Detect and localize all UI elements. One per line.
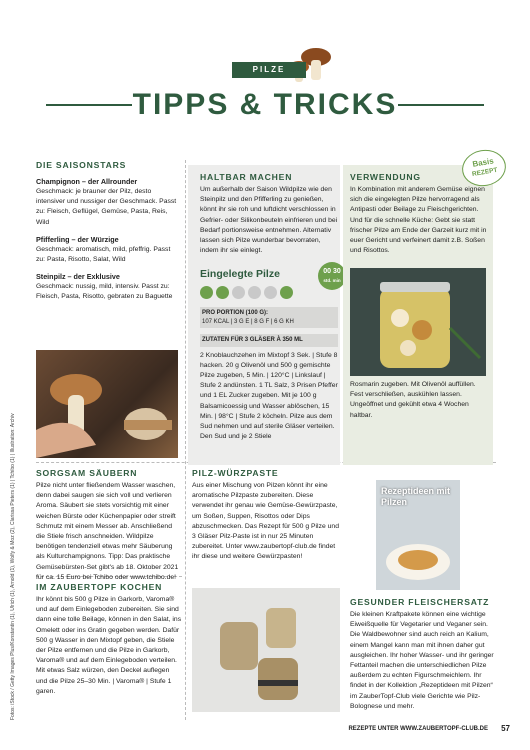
photo-jar xyxy=(350,268,486,376)
item-text: Geschmack: nussig, mild, intensiv. Passt zu: Fleisch, Pasta, Risotto, gebraten zu Baguette xyxy=(36,283,173,301)
verwendung-text-2: Rosmarin zugeben. Mit Olivenöl auffüllen. Fest verschließen, auskühlen lassen. Ungeöffnet und gekühlt etwa 4 Wochen haltbar. xyxy=(350,381,476,419)
time-badge xyxy=(318,262,346,290)
page-title: TIPPS & TRICKS xyxy=(132,88,398,121)
list-item xyxy=(36,235,178,265)
nutrition-values: 107 KCAL | 3 G E | 8 G F | 6 G KH xyxy=(202,318,294,325)
zaubertopf-text: Ihr könnt bis 500 g Pilze in Garkorb, Varoma® und auf dem Einlegeboden zubereiten. Sie sind dann eine tolle Beilage, können in den Salat, ins Omelett oder ins Gratin gegeben werden. Dafür 500 g Wasser in den Mixtopf geben, die Stiele der Pilze entfernen und die Pilze in Garkorb, Varoma® und auf dem Einlegeboden verteilen. Mit etwas Salz würzen, den Deckel auflegen und die Pilze 25–30 Min. | Varoma® | Stufe 1 garen. xyxy=(36,596,182,695)
brush-illustration xyxy=(36,350,178,458)
column-divider xyxy=(185,160,186,720)
lactose-free-icon xyxy=(248,286,261,299)
photo-credits xyxy=(10,360,20,720)
category-tag: PILZE xyxy=(232,62,306,78)
recipe-card xyxy=(200,268,341,442)
item-title: Steinpilz – der Exklusive xyxy=(36,272,120,282)
fast-icon xyxy=(280,286,293,299)
vegetarian-icon xyxy=(200,286,213,299)
recipe-title: Eingelegte Pilze xyxy=(200,268,280,280)
haltbar-text: Um außerhalb der Saison Wildpilze wie den Steinpilz und den Pfifferling zu genießen, könnt ihr sie roh und luftdicht verschlossen in Gefrier- oder Silikonbeuteln einfrieren und bei Bedarf portionsweise entnehmen. Alternativ lassen sich Pilze wunderbar bevorraten, indem ihr sie einlegt. xyxy=(200,186,338,255)
item-title: Champignon – der Allrounder xyxy=(36,177,138,186)
portion-label: PRO PORTION (100 G): xyxy=(202,310,269,316)
credits-text: Fotos: iStock / Getty Images Plus/Konstantin (1), Ulrich (1), Arnold (1), Wolfy & Moz (2), Clarissa Pieters (1) | Tchibo (1) | Illustration: Archiv xyxy=(10,413,16,720)
zaubertopf-heading: IM ZAUBERTOPF KOCHEN xyxy=(36,582,163,592)
vegan-icon xyxy=(216,286,229,299)
item-text: Geschmack: aromatisch, mild, pfeffrig. Passt zu: Pasta, Risotto, Salat, Wild xyxy=(36,245,171,264)
page-header xyxy=(0,0,530,150)
paste-section xyxy=(192,468,342,563)
time-units: std. min xyxy=(323,278,341,283)
verwendung-heading: VERWENDUNG xyxy=(350,172,421,182)
low-carb-icon xyxy=(264,286,277,299)
saisonstars-heading: DIE SAISONSTARS xyxy=(36,160,127,170)
verwendung-text: In Kombination mit anderem Gemüse eignen sich die eingelegten Pilze hervorragend als Antipasti oder Beilage zu Fleischgerichten. Und für die schnelle Küche: Gebt sie statt frischer Pilze am Ende der Garzeit kurz mit in euer Gericht und verfeinert damit z.B. Soßen und Risottos. xyxy=(350,186,487,255)
recipe-steps: 2 Knoblauchzehen im Mixtopf 3 Sek. | Stufe 8 hacken. 20 g Olivenöl und 500 g gemischte Pilze zugeben, 5 Min. | 120°C | Linkslauf | Stufe 2 andünsten. 1 TL Salz, 3 Prisen Pfeffer und 1 EL Zucker zugeben. Mit je 100 g Balsamicoessig und Wasser ablöschen, 15 Min. | 98°C | Stufe 2 köcheln. Pilze aus dem Sud nehmen und auf sterile Gläser verteilen. Den Sud und je 2 Stiele xyxy=(200,351,338,441)
portion-row xyxy=(200,307,338,328)
item-text: Geschmack: je brauner der Pilz, desto intensiver und nussiger der Geschmack. Passt zu: Fleisch, Geflügel, Gemüse, Pasta, Reis, Wild xyxy=(36,188,177,226)
page-footer xyxy=(0,724,530,740)
badge-bottom: REZEPT xyxy=(471,166,499,179)
dish-illustration xyxy=(376,530,460,590)
book-title: Rezeptideen mit Pilzen xyxy=(381,486,451,507)
recipe-icons xyxy=(200,286,338,299)
photo-paste-jars xyxy=(192,588,340,712)
saeubern-heading: SORGSAM SÄUBERN xyxy=(36,468,138,478)
haltbar-heading: HALTBAR MACHEN xyxy=(200,172,293,182)
haltbar-section xyxy=(200,172,338,256)
verwendung-section xyxy=(350,172,488,256)
zutaten-row: ZUTATEN FÜR 3 GLÄSER À 350 ML xyxy=(200,334,338,347)
paste-heading: PILZ-WÜRZPASTE xyxy=(192,468,279,478)
list-item xyxy=(36,177,178,228)
saeubern-text: Pilze nicht unter fließendem Wasser waschen, denn dabei saugen sie sich voll und verlieren Aroma. Säubert sie stets vorsichtig mit einer weichen Bürste oder Küchenpapier oder streift Schmutz mit einem Messer ab. Anschließend die Stiele frisch anschneiden. Wildpilze benötigen tendenziell etwas mehr Säuberung als Kulturchampignons. Tipp: Das praktische Gemüsebürsten-Set gibt's ab 18. Oktober 2021 für ca. 15 Euro bei Tchibo oder www.tchibo.de! xyxy=(36,482,179,581)
jar-illustration xyxy=(350,268,486,376)
item-title: Pfifferling – der Würzige xyxy=(36,234,119,244)
list-item xyxy=(36,272,178,302)
fleischersatz-section xyxy=(350,597,498,712)
fleischersatz-text: Die kleinen Kraftpakete können eine wichtige Eiweißquelle für Vegetarier und Veganer sein. Die Waldbewohner sind auch reich an Kalium, einem Mangel kann man mit ihnen daher gut ausgleichen. Ihr hoher Wasser- und ihr geringer Fettanteil machen die unterschiedlichen Pilze außerdem zu echten Figurschmeichlern. Ihr findet in der Kollektion „Rezeptideen mit Pilzen“ im ZauberTopf-Club viele Gerichte wie Pilz-Bolognese und mehr. xyxy=(350,611,494,710)
paste-text: Aus einer Mischung von Pilzen könnt ihr eine aromatische Pilzpaste zubereiten. Diese verwendet ihr genau wie Gemüse-Gewürzpaste, um Soßen, Suppen, Risottos oder Dips abzuschmecken. Das Rezept für 500 g Pilze und 3 Gläser Pilz-Paste ist in nur 25 Minuten zubereitet. Unter www.zaubertopf-club.de findet ihr diese und weitere Gewürzpasten! xyxy=(192,482,339,561)
time-value: 00 30 xyxy=(323,268,341,275)
book-cover xyxy=(376,480,460,590)
footer-url: REZEPTE UNTER WWW.ZAUBERTOPF-CLUB.DE xyxy=(348,726,488,732)
paste-jars-illustration xyxy=(192,588,340,712)
saisonstars-section xyxy=(36,160,178,303)
fleischersatz-heading: GESUNDER FLEISCHERSATZ xyxy=(350,597,490,607)
zaubertopf-section xyxy=(36,582,182,697)
gluten-free-icon xyxy=(232,286,245,299)
badge-top: Basis xyxy=(471,156,495,169)
photo-brushing-mushroom xyxy=(36,350,178,458)
saeubern-section xyxy=(36,468,182,583)
page-number: 57 xyxy=(501,724,510,733)
